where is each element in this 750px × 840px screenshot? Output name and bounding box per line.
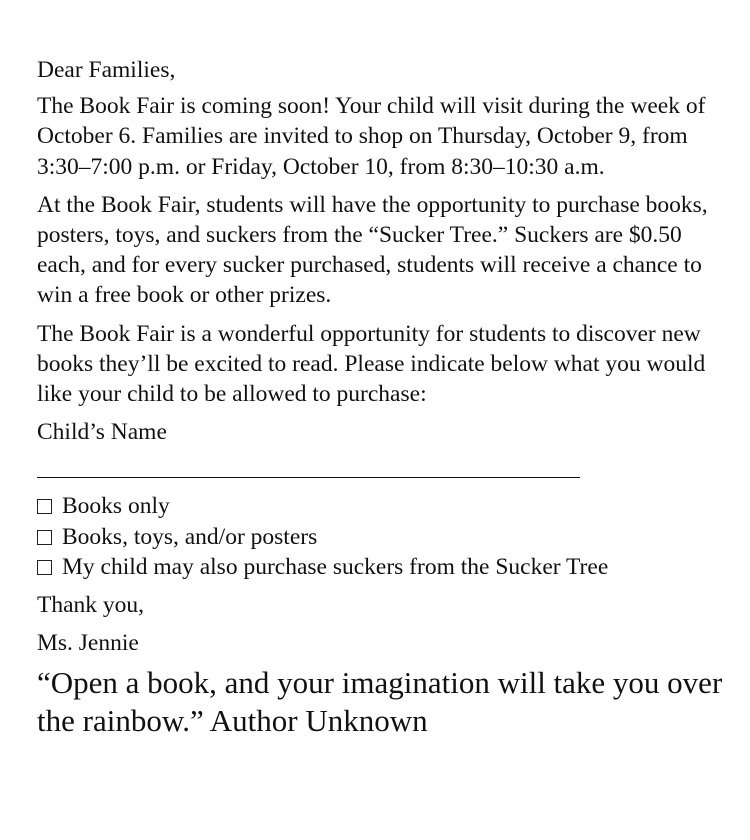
checkbox-icon[interactable] xyxy=(37,530,52,545)
child-name-label: Child’s Name xyxy=(37,419,167,446)
letter xyxy=(37,55,727,740)
checkbox-icon[interactable] xyxy=(37,499,52,514)
paragraph-sucker-tree: At the Book Fair, students will have the opportunity to purchase books, posters, toys, and suckers from the “Sucker Tree.” Suckers are $0.50 each, and for every sucker purchased, students will receive a chance to win a free book or other prizes. xyxy=(37,191,708,309)
paragraph-instructions: The Book Fair is a wonderful opportunity for students to discover new books they’ll be excited to read. Please indicate below what you would like your child to be allowed to purchase: xyxy=(37,320,706,408)
option-label: Books only xyxy=(62,493,170,520)
option-suckers[interactable] xyxy=(37,552,727,582)
closing: Thank you, xyxy=(37,592,145,619)
checkbox-icon[interactable] xyxy=(37,560,52,575)
greeting: Dear Families, xyxy=(37,57,176,83)
option-label: My child may also purchase suckers from the Sucker Tree xyxy=(62,553,609,580)
signature: Ms. Jennie xyxy=(37,630,139,657)
child-name-line[interactable] xyxy=(37,477,580,478)
paragraph-dates: The Book Fair is coming soon! Your child will visit during the week of October 6. Families are invited to shop on Thursday, October 9, from 3:30–7:00 p.m. or Friday, October 10, from 8:30–10:30 a.m. xyxy=(37,93,706,180)
option-label: Books, toys, and/or posters xyxy=(62,523,318,550)
option-books-only[interactable] xyxy=(37,491,727,521)
option-books-toys-posters[interactable] xyxy=(37,522,727,552)
quote: “Open a book, and your imagination will take you over the rainbow.” Author Unknown xyxy=(37,665,723,739)
